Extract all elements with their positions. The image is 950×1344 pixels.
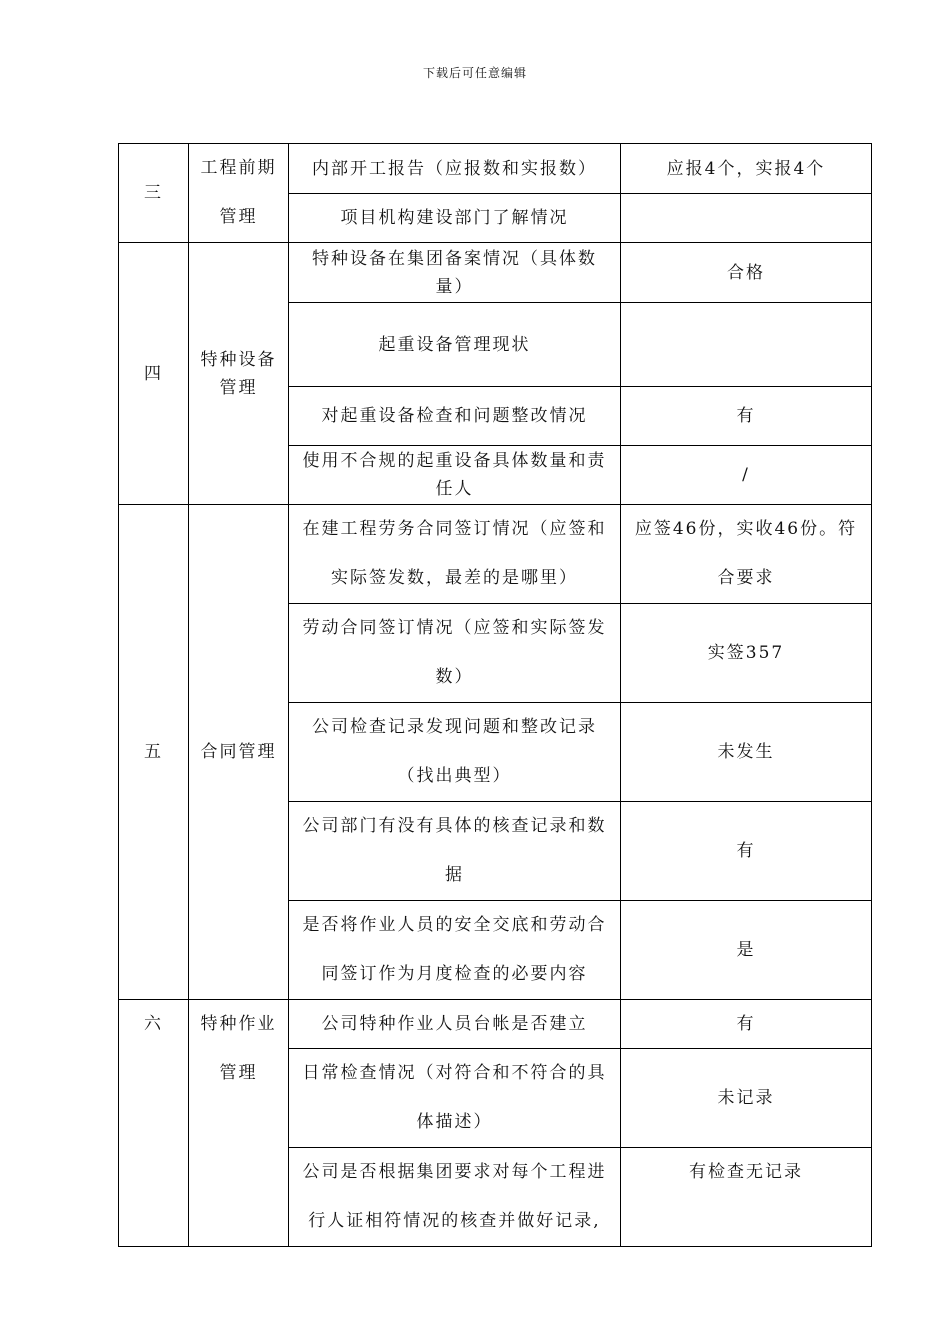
check-item: 公司部门有没有具体的核查记录和数据 [289,802,621,901]
section-category: 特种设备 管理 [189,243,289,505]
table-row [119,1000,872,1049]
check-result [621,194,872,243]
section-category: 合同管理 [189,505,289,1000]
check-result: 合格 [621,243,872,303]
check-result: / [621,446,872,505]
check-result: 未记录 [621,1049,872,1148]
check-result: 应报4个，实报4个 [621,144,872,194]
check-item: 公司特种作业人员台帐是否建立 [289,1000,621,1049]
check-item: 日常检查情况（对符合和不符合的具体描述） [289,1049,621,1148]
page-header: 下载后可任意编辑 [422,66,527,80]
check-item: 在建工程劳务合同签订情况（应签和实际签发数，最差的是哪里） [289,505,621,604]
table-row [119,144,872,194]
check-item: 项目机构建设部门了解情况 [289,194,621,243]
section-number: 六 [119,1000,189,1247]
check-item: 对起重设备检查和问题整改情况 [289,387,621,446]
table-row [119,243,872,303]
check-item: 公司检查记录发现问题和整改记录（找出典型） [289,703,621,802]
check-result: 有检查无记录 [621,1148,872,1247]
check-item: 是否将作业人员的安全交底和劳动合同签订作为月度检查的必要内容 [289,901,621,1000]
check-item: 公司是否根据集团要求对每个工程进行人证相符情况的核查并做好记录, [289,1148,621,1247]
section-number: 五 [119,505,189,1000]
check-item: 起重设备管理现状 [289,303,621,387]
check-result [621,303,872,387]
check-item: 内部开工报告（应报数和实报数） [289,144,621,194]
check-result: 应签46份，实收46份。符合要求 [621,505,872,604]
check-item: 使用不合规的起重设备具体数量和责任人 [289,446,621,505]
check-result: 有 [621,387,872,446]
inspection-table [118,143,872,1247]
table-row [119,505,872,604]
check-result: 有 [621,802,872,901]
check-item: 劳动合同签订情况（应签和实际签发数） [289,604,621,703]
check-result: 有 [621,1000,872,1049]
check-result: 是 [621,901,872,1000]
section-number: 四 [119,243,189,505]
section-category: 特种作业 管理 [189,1000,289,1247]
check-result: 未发生 [621,703,872,802]
section-category: 工程前期 管理 [189,144,289,243]
section-number: 三 [119,144,189,243]
check-item: 特种设备在集团备案情况（具体数量） [289,243,621,303]
check-result: 实签357 [621,604,872,703]
